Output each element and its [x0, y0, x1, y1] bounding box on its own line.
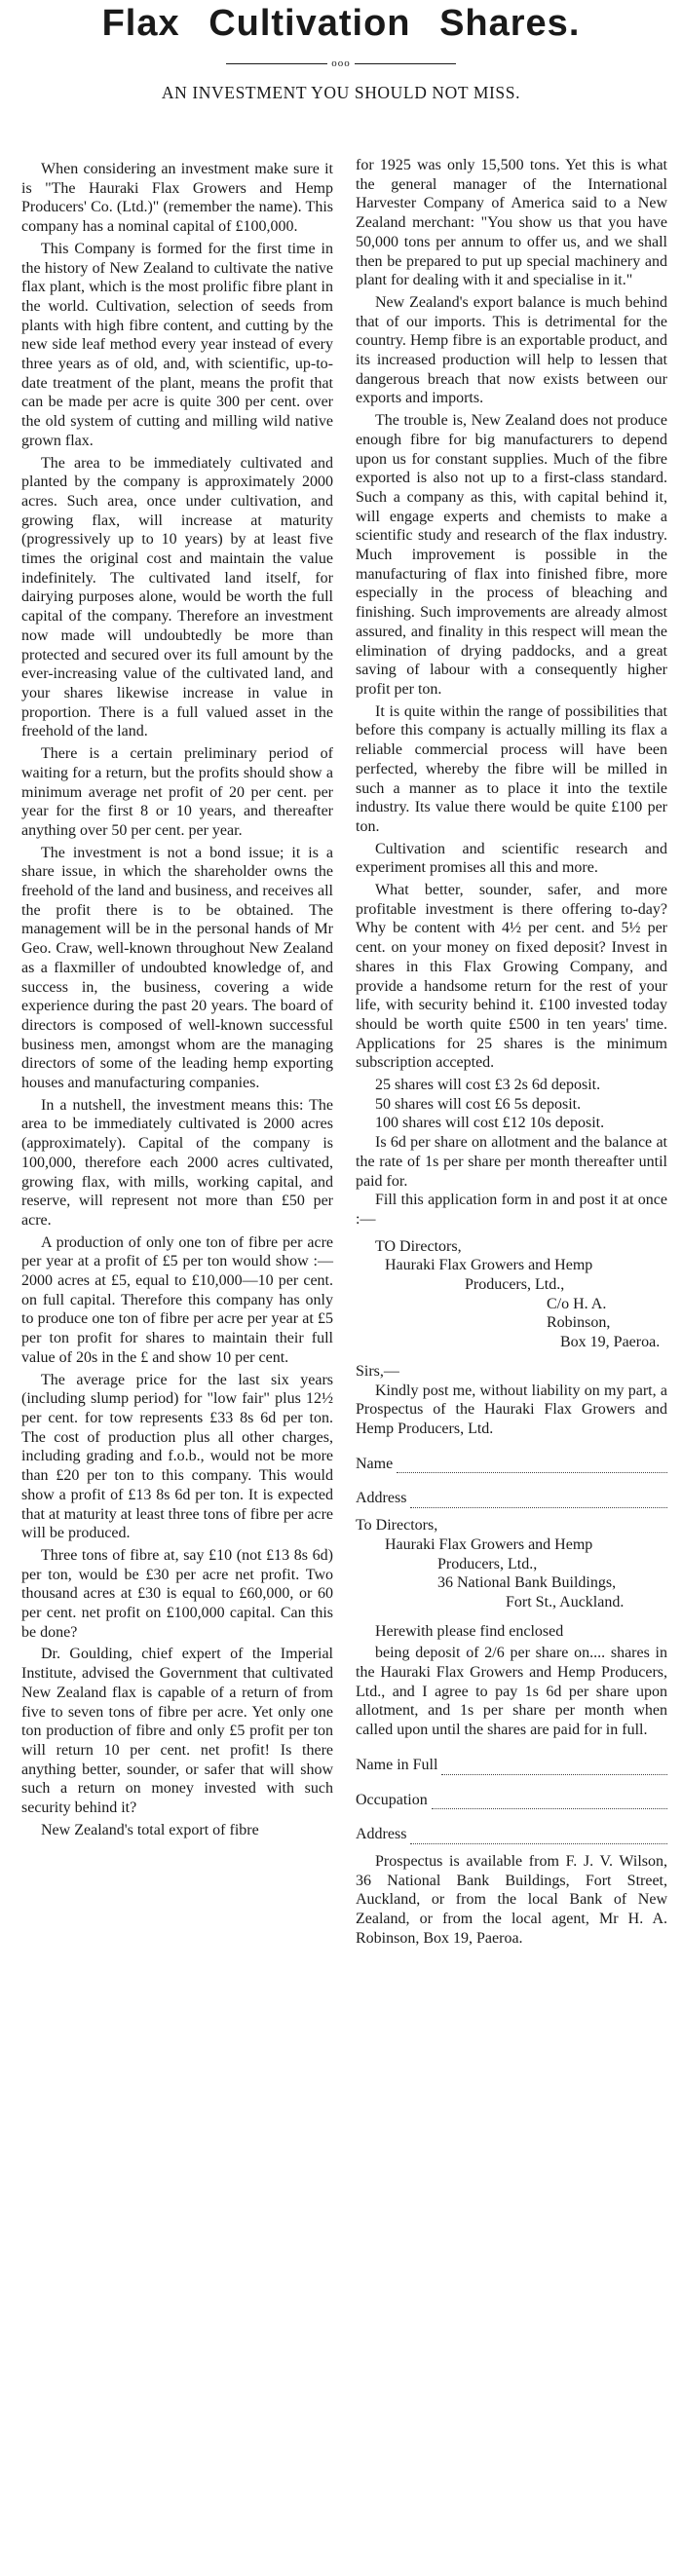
paragraph-nutshell: In a nutshell, the investment means this: The area to be immediately cultivated is 2000 acres (approximately). Capital of the company is 100,000, therefore each 2000 acres cultivated, growing flax, with mills, working capital, and reserve, will represent not more than £50 per acre. — [21, 1096, 333, 1229]
page-title: Flax Cultivation Shares. — [101, 3, 581, 44]
divider-line-left — [226, 63, 327, 64]
address-block-paeroa — [356, 1237, 667, 1352]
address-line: 36 National Bank Buildings, — [437, 1574, 617, 1592]
divider-line-right — [355, 63, 456, 64]
name-field-label: Name — [356, 1455, 394, 1472]
address-block-auckland — [356, 1516, 667, 1612]
address-line: To Directors, — [356, 1517, 438, 1534]
salutation: Sirs,— — [356, 1362, 399, 1380]
paragraph-harvester: for 1925 was only 15,500 tons. Yet this is what the general manager of the International Harvester Company of America said to a New Zealand merchant: "You show us that you have 50,000 tons per annum to offer us, and we shall then be prepared to put up special machinery and plant for dealing with it and specialise in it." — [356, 157, 667, 289]
address-line: TO Directors, — [375, 1237, 462, 1255]
paragraph-goulding: Dr. Goulding, chief expert of the Imperial Institute, advised the Government that cultivated New Zealand flax is capable of a return of from five to seven tons of fibre per acre. Yet only one ton production of fibre and only £5 profit per ton will return 10 per cent. net profit! Is there anything better, sounder, or safer that will show such a return on money invested with such security behind it? — [21, 1646, 333, 1817]
address-line: Producers, Ltd., — [465, 1276, 565, 1294]
fill-instruction: Fill this application form in and post it at once :— — [356, 1192, 667, 1228]
prospectus-request: Kindly post me, without liability on my part, a Prospectus of the Hauraki Flax Growers and Hemp Producers, Ltd. — [356, 1382, 667, 1437]
address-line: C/o H. A. Robinson, — [547, 1295, 611, 1332]
left-column — [21, 160, 333, 1842]
paragraph-average-price: The average price for the last six years (including slump period) for "low fair" plus 12½ per cent. for tow represents £33 8s 6d per ton. The cost of production plus all other charges, including grading and f.o.b., would not be more than £20 per ton to this company. This would show a profit of £13 8s 6d per ton. It is expected that at maturity at least three tons of fibre per acre will be produced. — [21, 1371, 333, 1542]
share-cost-item: 50 shares will cost £6 5s deposit. — [375, 1095, 582, 1113]
paragraph-company-name: When considering an investment make sure it is "The Hauraki Flax Growers and Hemp Producers' Co. (Ltd.)" (remember the name). This company has a nominal capital of £100,000. — [21, 161, 333, 236]
ornamental-divider — [226, 57, 456, 70]
paragraph-company-purpose: This Company is formed for the first time in the history of New Zealand to cultivate the native flax plant, which is the most prolific fibre plant in the world. Cultivation, selection of seeds from plants with high fibre content, and cutting by the new side leaf method every year instead of every three years as of old, and, with scientific, up-to-date treatment of the plant, means the profit that can be made per acre is quite 300 per cent. over the old system of cutting and milling wild native grown flax. — [21, 240, 333, 449]
subtitle: AN INVESTMENT YOU SHOULD NOT MISS. — [161, 83, 521, 102]
address-line: Fort St., Auckland. — [506, 1593, 625, 1610]
name-field-row — [356, 1455, 667, 1474]
paragraph-export-balance: New Zealand's export balance is much behind that of our imports. This is detrimental for the country. Hemp fibre is an exportable product, and its increased production will help to lessen that dangerous breach that now exists between our exports and imports. — [356, 293, 667, 407]
name-field[interactable] — [397, 1458, 667, 1473]
paragraph-trouble: The trouble is, New Zealand does not produce enough fibre for big manufacturers to depend upon us for constant supplies. Much of the fibre exported is also not up to a first-class standard. Such a company as this, with capital behind it, will engage experts and chemists to make a scientific study and research of the flax industry. Much improvement is possible in the manufacturing of flax into finished fibre, more especially in the process of bleaching and finishing. Such improvements are already almost assured, and finality in this respect will mean the elimination of drying paddocks, and a great saving of labour with a consequently higher profit per ton. — [356, 412, 667, 698]
full-name-field[interactable] — [441, 1761, 667, 1775]
share-cost-item: 100 shares will cost £12 10s deposit. — [375, 1115, 605, 1132]
paragraph-export-total: New Zealand's total export of fibre — [41, 1821, 259, 1838]
full-name-field-label: Name in Full — [356, 1756, 438, 1773]
address-field-row — [356, 1489, 667, 1508]
divider-ornament: ooo — [331, 57, 351, 69]
full-name-field-row — [356, 1756, 667, 1775]
address-2-field[interactable] — [410, 1830, 667, 1844]
paragraph-area: The area to be immediately cultivated and planted by the company is approximately 2000 acres. Such area, once under cultivation, and growing flax, will increase at maturity (progressively up to 10 years) by at least five times the original cost and maintain the value indefinitely. The cultivated land itself, for dairying purposes alone, would be worth the full capital of the company. Therefore an investment now made will undoubtedly be more than protected and secured over its full amount by the ever-increasing value of the cultivated land, and your shares likewise increase in value in proportion. There is a full valued asset in the freehold of the land. — [21, 454, 333, 740]
paragraph-three-tons: Three tons of fibre at, say £10 (not £13 8s 6d) per ton, would be £30 per acre net profit. Two thousand acres at £30 is equal to £60,000, or 60 per cent. net profit on £100,000 capital. Can this be done? — [21, 1546, 333, 1641]
address-line: Producers, Ltd., — [437, 1555, 538, 1572]
address-2-field-label: Address — [356, 1826, 407, 1843]
share-cost-terms: Is 6d per share on allotment and the balance at the rate of 1s per share per month thereafter until paid for. — [356, 1134, 667, 1190]
address-field[interactable] — [410, 1494, 667, 1508]
share-cost-item: 25 shares will cost £3 2s 6d deposit. — [375, 1077, 601, 1094]
paragraph-share-issue: The investment is not a bond issue; it is a share issue, in which the shareholder owns the freehold of the land and business, and receives all the profit there is to be obtained. The management will be in the personal hands of Mr Geo. Craw, well-known throughout New Zealand as a flaxmiller of undoubted knowledge of, and success in, the business, covering a wide experience during the past 20 years. The board of directors is composed of well-known successful business men, amongst whom are the managing directors of some of the leading hemp exporting houses and manufacturing companies. — [21, 844, 333, 1092]
occupation-field-label: Occupation — [356, 1791, 428, 1808]
right-column — [356, 156, 667, 1951]
address-field-label: Address — [356, 1490, 407, 1507]
address-line: Box 19, Paeroa. — [560, 1334, 661, 1351]
paragraph-what-better: What better, sounder, safer, and more profitable investment is there offering to-day? Why be content with 4½ per cent. and 5½ per cent. on your money on fixed deposit? Invest in shares in this Flax Growing Company, and provide a handsome return for the rest of your life, with security behind it. £100 invested today should be worth quite £500 in ten years' time. Applications for 25 shares is the minimum subscription accepted. — [356, 882, 667, 1072]
occupation-field-row — [356, 1791, 667, 1810]
paragraph-possibilities: It is quite within the range of possibilities that before this company is actually milling its flax a reliable commercial process will have been perfected, whereby the fibre will be milled in such a manner as to place it into the textile industry. Its value there would be quite £100 per ton. — [356, 702, 667, 835]
paragraph-production: A production of only one ton of fibre per acre per year at a profit of £5 per ton would show :—2000 acres at £5, equal to £10,000—10 per cent. on full capital. Therefore this company has only to produce one ton of fibre per acre per year at £5 per ton profit for shares to maintain their full value of 20s in the £ and show 10 per cent. — [21, 1233, 333, 1366]
enclosed-line: Herewith please find enclosed — [375, 1622, 564, 1640]
address-line: Hauraki Flax Growers and Hemp — [385, 1257, 593, 1274]
prospectus-note: Prospectus is available from F. J. V. Wilson, 36 National Bank Buildings, Fort Street, Auckland, or from the local Bank of New Zealand, or from the local agent, Mr H. A. Robinson, Box 19, Paeroa. — [356, 1852, 667, 1947]
share-cost-list — [356, 1076, 667, 1191]
paragraph-waiting-period: There is a certain preliminary period of waiting for a return, but the profits should show a minimum average net profit of 20 per cent. per year for the first 8 or 10 years, and thereafter anything over 50 per cent. per year. — [21, 745, 333, 839]
address-2-field-row — [356, 1825, 667, 1844]
deposit-text: being deposit of 2/6 per share on.... shares in the Hauraki Flax Growers and Hemp Producers, Ltd., and I agree to pay 1s 6d per share upon allotment, and 1s per share per month when called upon until the shares are paid for in full. — [356, 1645, 667, 1739]
occupation-field[interactable] — [432, 1795, 667, 1809]
address-line: Hauraki Flax Growers and Hemp — [385, 1535, 593, 1553]
paragraph-research: Cultivation and scientific research and experiment promises all this and more. — [356, 840, 667, 877]
